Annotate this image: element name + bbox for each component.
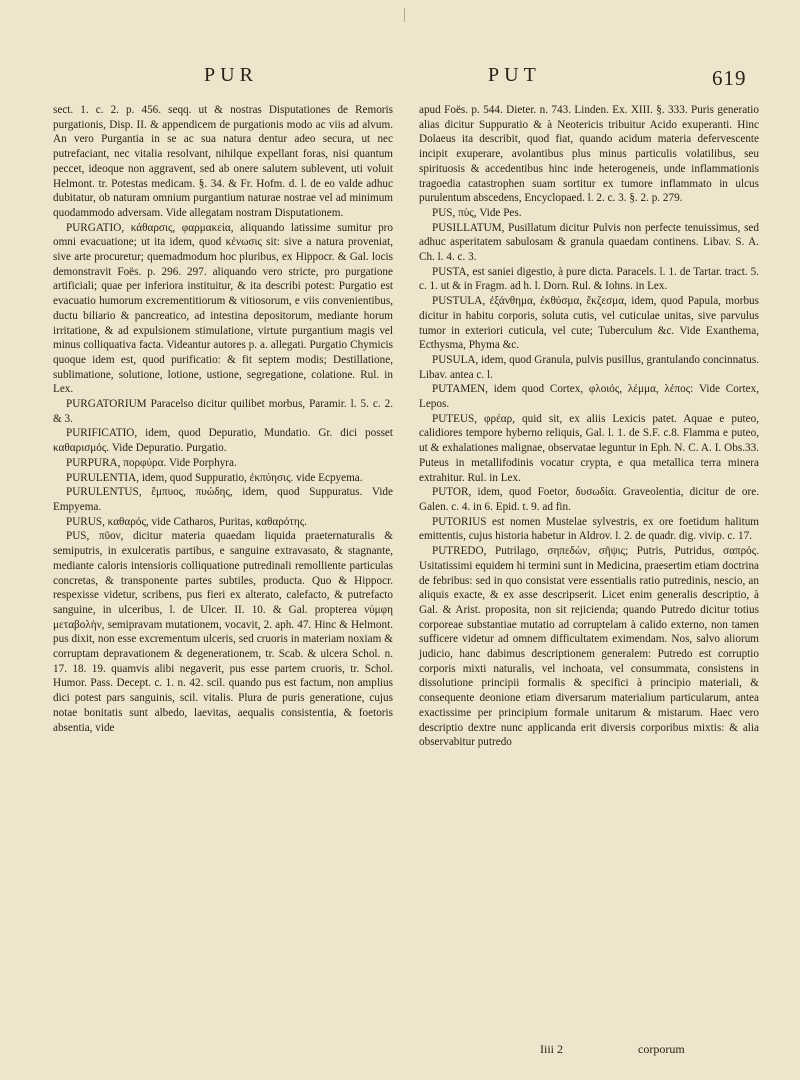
right-running-head: PUT xyxy=(488,64,541,86)
catchword: corporum xyxy=(638,1042,685,1056)
left-paragraph: PURGATORIUM Paracelso dicitur quilibet morbus, Paramir. l. 5. c. 2. & 3. xyxy=(53,398,393,425)
left-paragraph: PURPURA, πορφύρα. Vide Porphyra. xyxy=(66,456,237,469)
footer-line xyxy=(540,1042,780,1057)
right-paragraph: PUSILLATUM, Pusillatum dicitur Pulvis non perfecte tenuissimus, sed adhuc asperitatem sabulosam & granula quaedam continens. Libav. S. A. Ch. l. 4. c. 3. xyxy=(419,221,759,264)
left-paragraph: PURGATIO, κάθαρσις, φαρμακεία, aliquando latissime sumitur pro omni evacuatione; ut ita idem, quod κένωσις sit: sive a natura proveniat, sive arte procuretur; quemadmodum hoc pluribus, ex Hippocr. & Gal. locis demonstravit Foës. p. 296. 297. aliquando vero stricte, pro purgatione artificiali; quae per inferiora instituitur, & ita describi potest: Purgatio est evacuatio humorum excrementitiorum & vitiosorum, e viis convenientibus, ductu biliario & pancreatico, ad intestina depositorum, mediante horum irritatione, & ad expulsionem stimulatione, virtute purgantium magis vel minus colliquativa facta. Videantur autores p. a. allegati. Purgatio Chymicis quoque idem est, quod purificatio: & fit septem modis; Destillatione, sublimatione, solutione, lotione, ustione, segregatione, colatione. Rul. in Lex. xyxy=(53,221,393,396)
right-paragraph: PUTREDO, Putrilago, σηπεδὼν, σῆψις; Putris, Putridus, σαπρός. Usitatissimi equidem hi termini sunt in Medicina, praesertim etiam doctrina de febribus: sed in quo consistat vere essentialis ratio putredinis, nescio, an aliquis exacte, & ex asse descripserit. Licet enim generalis descriptio, à Gal. & Arist. proposita, non sit rejicienda; quando Putredo dicitur totius corporeae substantiae mutatio ad corruptelam à calido externo, non tamen sufficere videtur ad omnem difficultatem eximendam. Nos, salvo aliorum judicio, hanc dabimus descriptionem generalem: Putredo est corruptio corporis mixti naturalis, vel inchoata, vel consummata, consistens in dissolutione principii formalis & specifici à principio materiali, & consequente deonione etiam diversarum materialium particularum, antea exactissime per principium formale unitarum & mistarum. Haec vero descriptio dextre nunc applicanda erit diversis corporibus mixtis: & alia observabitur putredo xyxy=(419,545,759,749)
right-paragraph: apud Foës. p. 544. Dieter. n. 743. Linden. Ex. XIII. §. 333. Puris generatio alias dicitur Suppuratio & à Neotericis tribuitur Acido exuperanti. Hinc Dolaeus ita describit, quod fiat, quando acidum materia defervescente incipit exuperare, avolantibus plus minus particulis volatilibus, seu spirituosis & accedentibus hinc inde heterogeneis, unde inflammationis tragoedia catastrophen suam sortitur ex tumore inflammato in ulcus purulentum abscedens, Encyclopaed. l. 2. c. 3. §. 2. p. 279. xyxy=(419,104,759,205)
right-paragraph: PUSTA, est saniei digestio, à pure dicta. Paracels. l. 1. de Tartar. tract. 5. c. 1. ut & in Fragm. ad h. l. Dorn. Rul. & Iohns. in Lex. xyxy=(419,265,759,293)
right-paragraph: PUS, πὺς, Vide Pes. xyxy=(432,206,522,219)
right-column xyxy=(419,103,759,750)
right-paragraph: PUTEUS, φρέαρ, quid sit, ex aliis Lexicis patet. Aquae e puteo, calidiores tempore hyberno reliquis, Gal. l. 1. de S.F. c.8. Flamma e puteo, ut & exhalationes malignae, observatae leguntur in Eph. N. C. A. I. Obs.33. Puteus in metallifodinis vocatur crypta, e qua metallica terra minera extrahitur. Rul. in Lex. xyxy=(419,412,759,484)
right-paragraph: PUTORIUS est nomen Mustelae sylvestris, ex ore foetidum halitum emittentis, cujus historia habetur in Aldrov. l. 2. de quadr. dig. vivip. c. 17. xyxy=(419,515,759,543)
left-column xyxy=(53,103,393,735)
left-paragraph: PURULENTIA, idem, quod Suppuratio, ἐκπύησις. vide Ecpyema. xyxy=(66,471,363,484)
left-paragraph: PURULENTUS, ἔμπυος, πυώδης, idem, quod Suppuratus. Vide Empyema. xyxy=(53,486,393,513)
right-paragraph: PUSTULA, ἐξάνθημα, ἐκθύσμα, ἔκζεσμα, idem, quod Papula, morbus dicitur in habitu corporis, soluta cutis, vel cuticulae unitas, sive parvulus tumor in exteriori cuticula, vel cute; Tuberculum &c. Vide Exanthema, Ecthysma, Phyma &c. xyxy=(419,295,759,352)
left-paragraph: sect. 1. c. 2. p. 456. seqq. ut & nostras Disputationes de Remoris purgationis, Disp. II. & appendicem de purgationis modo ac viis ad alvum. An vero Purgantia in se ac sua natura dentur adeo secura, ut nec putrefaciant, nec vitalia resolvant, nihilque expellant foras, nisi quantum peccet, ideoque non aggravent, sed ab onere salutem sublevent, uti voluit Helmont. tr. Potestas medicam. §. 34. & Fr. Hofm. d. l. de eo valde adhuc dubitatur, ob naturam omnium purgantium naturae nostrae vel ad minimum quodammodo adversam. Vide allegatam nostram Disputationem. xyxy=(53,104,393,219)
left-paragraph: PURUS, καθαρός, vide Catharos, Puritas, καθαρότης. xyxy=(66,515,307,528)
signature-mark: Iiii 2 xyxy=(540,1042,563,1056)
left-paragraph: PUS, πῦον, dicitur materia quaedam liquida praeternaturalis & semiputris, in exulceratis partibus, e sanguine extravasato, & stagnante, mediante caloris intensioris colliquatione putredinali remolliente particulas concretas, & transponente partes subtiles, producta. Quo & Hippocr. respexisse videtur, scribens, pus fieri ex alterato, calefacto, & putrefacto sanguine, in ulceribus, l. de Ulcer. II. 10. & Gal. propterea νύμφη μεταβολὴν, semipravam mutationem, vocavit, 2. aph. 47. Hinc & Helmont. pus dixit, non esse excrementum ulceris, sed cruoris in materiam noxiam & corruptam depravationem & degenerationem, tr. Scab. & ulcera Schol. n. 17. 18. 19. quamvis alibi negaverit, pus esse partem cruoris, tr. Schol. Humor. Pass. Decept. c. 1. n. 42. scil. quando pus est factum, non amplius dici potest pars sanguinis, scil. vitalis. Plura de puris generatione, cujus notae bonitatis sunt albedo, laevitas, aequalis consistentia, & foetoris absentia, vide xyxy=(53,530,393,734)
right-paragraph: PUTAMEN, idem quod Cortex, φλοιός, λέμμα, λέπος: Vide Cortex, Lepos. xyxy=(419,383,759,411)
left-paragraph: PURIFICATIO, idem, quod Depuratio, Mundatio. Gr. dici posset καθαρισμός. Vide Depuratio. Purgatio. xyxy=(53,427,393,455)
page-number: 619 xyxy=(712,66,747,90)
top-edge-mark xyxy=(404,8,405,22)
right-paragraph: PUSULA, idem, quod Granula, pulvis pusillus, grantulando concinnatus. Libav. antea c. l. xyxy=(419,353,759,381)
right-paragraph: PUTOR, idem, quod Foetor, δυσωδία. Graveolentia, dicitur de ore. Galen. c. 4. in 6. Epid. t. 9. ad fin. xyxy=(419,486,759,513)
left-running-head: PUR xyxy=(204,64,258,86)
